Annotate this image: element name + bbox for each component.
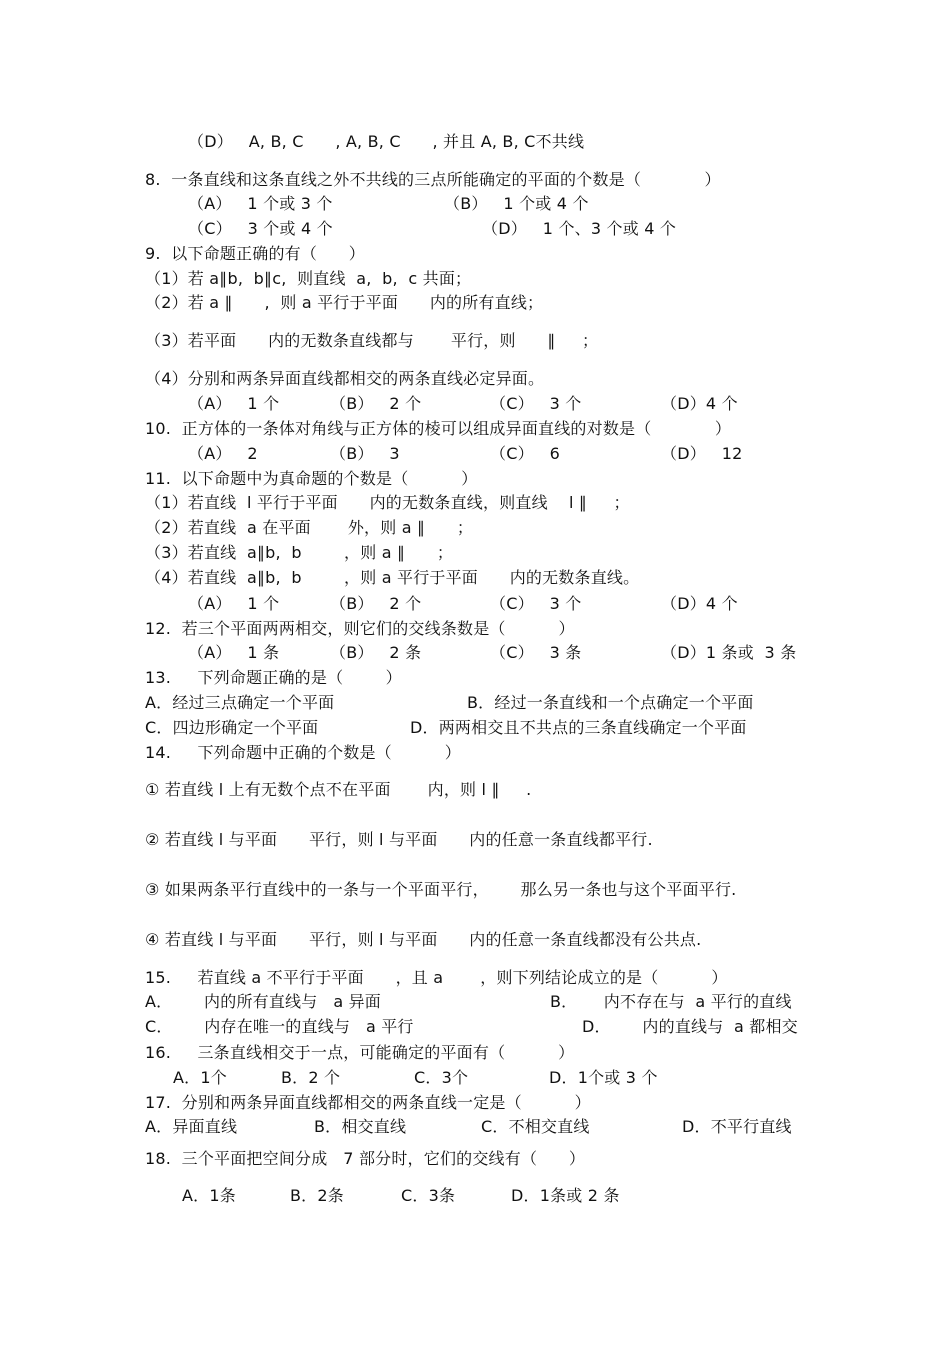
q14-statement-1: ① 若直线 l 上有无数个点不在平面 内，则 l ∥ . (145, 780, 532, 799)
q13-stem: 13. 下列命题正确的是（ ） (145, 668, 402, 687)
q16-option-b: B．2 个 (281, 1068, 341, 1087)
q8-option-b: （B） 1 个或 4 个 (444, 194, 589, 213)
q13-option-c: C．四边形确定一个平面 (145, 718, 319, 737)
q16-stem: 16. 三条直线相交于一点，可能确定的平面有（ ） (145, 1043, 575, 1062)
q10-option-d: （D） 12 (661, 444, 743, 463)
q10-option-c: （C） 6 (490, 444, 561, 463)
q11-statement-4: （4）若直线 a∥b, b ，则 a 平行于平面 内的无数条直线。 (145, 568, 640, 587)
q18-option-c: C．3条 (401, 1186, 456, 1205)
q14-statement-2: ② 若直线 l 与平面 平行，则 l 与平面 内的任意一条直线都平行. (145, 830, 653, 849)
q8-option-a: （A） 1 个或 3 个 (188, 194, 333, 213)
q13-option-a: A．经过三点确定一个平面 (145, 693, 335, 712)
q15-option-c: C． 内存在唯一的直线与 a 平行 (145, 1017, 414, 1036)
q13-option-b: B．经过一条直线和一个点确定一个平面 (467, 693, 754, 712)
q13-option-d: D．两两相交且不共点的三条直线确定一个平面 (410, 718, 747, 737)
q7-option-d: （D） A, B, C , A, B, C , 并且 A, B, C不共线 (188, 132, 585, 151)
q16-option-a: A．1个 (173, 1068, 227, 1087)
q16-option-d: D．1个或 3 个 (549, 1068, 658, 1087)
q17-option-b: B．相交直线 (314, 1117, 407, 1136)
q11-statement-1: （1）若直线 l 平行于平面 内的无数条直线，则直线 l ∥ ； (145, 493, 630, 512)
q18-option-b: B．2条 (290, 1186, 344, 1205)
q11-option-c: （C） 3 个 (490, 594, 582, 613)
q10-option-b: （B） 3 (330, 444, 400, 463)
q12-option-c: （C） 3 条 (490, 643, 582, 662)
q14-statement-4: ④ 若直线 l 与平面 平行，则 l 与平面 内的任意一条直线都没有公共点. (145, 930, 702, 949)
q11-option-d: （D）4 个 (661, 594, 738, 613)
q14-statement-3: ③ 如果两条平行直线中的一条与一个平面平行， 那么另一条也与这个平面平行. (145, 880, 737, 899)
q12-option-d: （D）1 条或 3 条 (661, 643, 797, 662)
q10-stem: 10. 正方体的一条体对角线与正方体的棱可以组成异面直线的对数是（ ） (145, 419, 732, 438)
q11-option-a: （A） 1 个 (188, 594, 280, 613)
q15-option-a: A． 内的所有直线与 a 异面 (145, 992, 382, 1011)
q9-statement-3: （3）若平面 内的无数条直线都与 平行，则 ∥ ； (145, 331, 599, 350)
q11-statement-3: （3）若直线 a∥b, b ，则 a ∥ ； (145, 543, 454, 562)
q17-option-c: C．不相交直线 (481, 1117, 590, 1136)
q9-statement-1: （1）若 a∥b, b∥c, 则直线 a, b, c 共面； (145, 269, 472, 288)
q18-stem: 18. 三个平面把空间分成 7 部分时，它们的交线有（ ） (145, 1149, 586, 1168)
q9-option-b: （B） 2 个 (330, 394, 422, 413)
q11-option-b: （B） 2 个 (330, 594, 422, 613)
q17-option-a: A．异面直线 (145, 1117, 238, 1136)
q18-option-a: A．1条 (182, 1186, 236, 1205)
q16-option-c: C．3个 (414, 1068, 469, 1087)
q12-stem: 12. 若三个平面两两相交，则它们的交线条数是（ ） (145, 619, 575, 638)
q12-option-a: （A） 1 条 (188, 643, 280, 662)
q15-option-b: B． 内不存在与 a 平行的直线 (550, 992, 792, 1011)
q17-stem: 17. 分别和两条异面直线都相交的两条直线一定是（ ） (145, 1093, 591, 1112)
q11-statement-2: （2）若直线 a 在平面 外，则 a ∥ ； (145, 518, 474, 537)
q15-option-d: D． 内的直线与 a 都相交 (582, 1017, 798, 1036)
q8-option-c: （C） 3 个或 4 个 (188, 219, 333, 238)
q8-stem: 8. 一条直线和这条直线之外不共线的三点所能确定的平面的个数是（ ） (145, 170, 721, 189)
q15-stem: 15. 若直线 a 不平行于平面 ，且 a ，则下列结论成立的是（ ） (145, 968, 728, 987)
q18-option-d: D．1条或 2 条 (511, 1186, 620, 1205)
q10-option-a: （A） 2 (188, 444, 258, 463)
q9-stem: 9. 以下命题正确的有（ ） (145, 244, 365, 263)
q9-statement-2: （2）若 a ∥ , 则 a 平行于平面 内的所有直线； (145, 293, 544, 312)
q9-option-c: （C） 3 个 (490, 394, 582, 413)
q9-option-d: （D）4 个 (661, 394, 738, 413)
q17-option-d: D．不平行直线 (682, 1117, 792, 1136)
q12-option-b: （B） 2 条 (330, 643, 422, 662)
q8-option-d: （D） 1 个、3 个或 4 个 (482, 219, 677, 238)
q14-stem: 14. 下列命题中正确的个数是（ ） (145, 743, 461, 762)
q9-statement-4: （4）分别和两条异面直线都相交的两条直线必定异面。 (145, 369, 545, 388)
q9-option-a: （A） 1 个 (188, 394, 280, 413)
q11-stem: 11. 以下命题中为真命题的个数是（ ） (145, 469, 478, 488)
